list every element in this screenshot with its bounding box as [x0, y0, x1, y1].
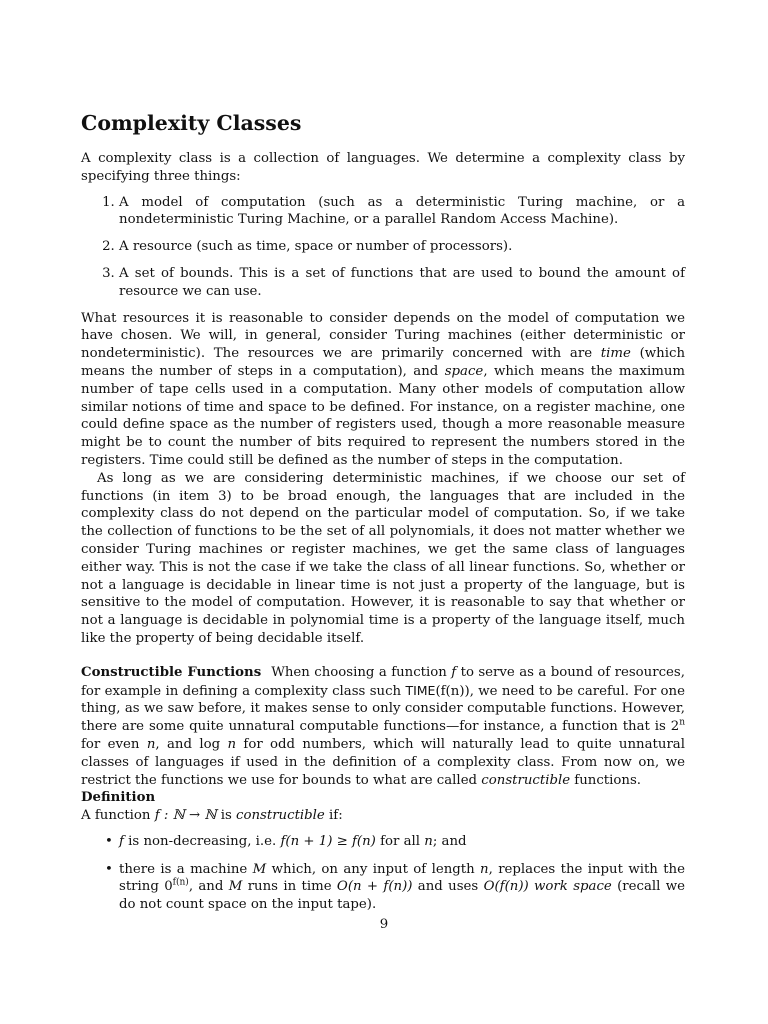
definition-heading: Definition [81, 790, 156, 806]
bullet-icon: • [105, 861, 113, 877]
definition-conditions-list [81, 833, 685, 914]
constructible-functions-heading: Constructible Functions [81, 664, 262, 680]
bullet-icon: • [105, 833, 113, 849]
list-item: • there is a machine M which, on any input of length n, replaces the input with the string $0^{f(n)}$, and M runs in time O(n + f(n)) and uses O(f(n)) work space (recall we do not count space on the input tape). [105, 861, 686, 913]
spacer [81, 648, 685, 664]
list-item: 3. A set of bounds. This is a set of functions that are used to bound the amount of resource we can use. [119, 265, 685, 301]
requirements-list [81, 194, 685, 301]
definition-paragraph: A function f : ℕ → ℕ is constructible if: [81, 808, 343, 824]
constructible-functions-paragraph: Constructible Functions When choosing a function f to serve as a bound of resources, for example in defining a complexity class such TIME(f(n)), we need to be careful. For one thing, as we saw before, it makes sense to only consider computable functions. However, there are some quite unnatural computable functions—for instance, a function that is 2$^n$ for even n, and log n for odd numbers, which will naturally lead to quite unnatural classes of languages if used in the definition of a complexity class. From now on, we restrict the functions we use for bounds to what are called constructible functions. [81, 664, 685, 788]
intro-paragraph: A complexity class is a collection of languages. We determine a complexity class by specifying three things: [81, 151, 685, 184]
section-title: Complexity Classes [81, 111, 302, 135]
page-number: 9 [379, 917, 389, 932]
list-item: 2. A resource (such as time, space or number of processors). [119, 238, 685, 256]
page-content [81, 110, 685, 924]
model-independence-paragraph: As long as we are considering deterministic machines, if we choose our set of functions (in item 3) to be broad enough, the languages that are included in the complexity class do not depend on the particular model of computation. So, if we take the collection of functions to be the set of all polynomials, it does not matter whether we consider Turing machines or register machines, we get the same class of languages either way. This is not the case if we take the class of all linear functions. So, whether or not a language is decidable in linear time is not just a property of the language, but is sensitive to the model of computation. However, it is reasonable to say that whether or not a language is decidable in polynomial time is a property of the language itself, much like the property of being decidable itself. [81, 470, 685, 646]
resources-paragraph: What resources it is reasonable to consider depends on the model of computation we have chosen. We will, in general, consider Turing machines (either deterministic or nondeterministic). The resources we are primarily concerned with are time (which means the number of steps in a computation), and space, which means the maximum number of tape cells used in a computation. Many other models of computation allow similar notions of time and space to be defined. For instance, on a register machine, one could define space as the number of registers used, though a more reasonable measure might be to count the number of bits required to represent the numbers stored in the registers. Time could still be defined as the number of steps in the computation. [81, 310, 686, 468]
list-item: 1. A model of computation (such as a deterministic Turing machine, or a nondeterministic Turing Machine, or a parallel Random Access Machine). [119, 194, 685, 230]
list-item: • f is non-decreasing, i.e. f(n + 1) ≥ f(n) for all n; and [105, 833, 467, 849]
